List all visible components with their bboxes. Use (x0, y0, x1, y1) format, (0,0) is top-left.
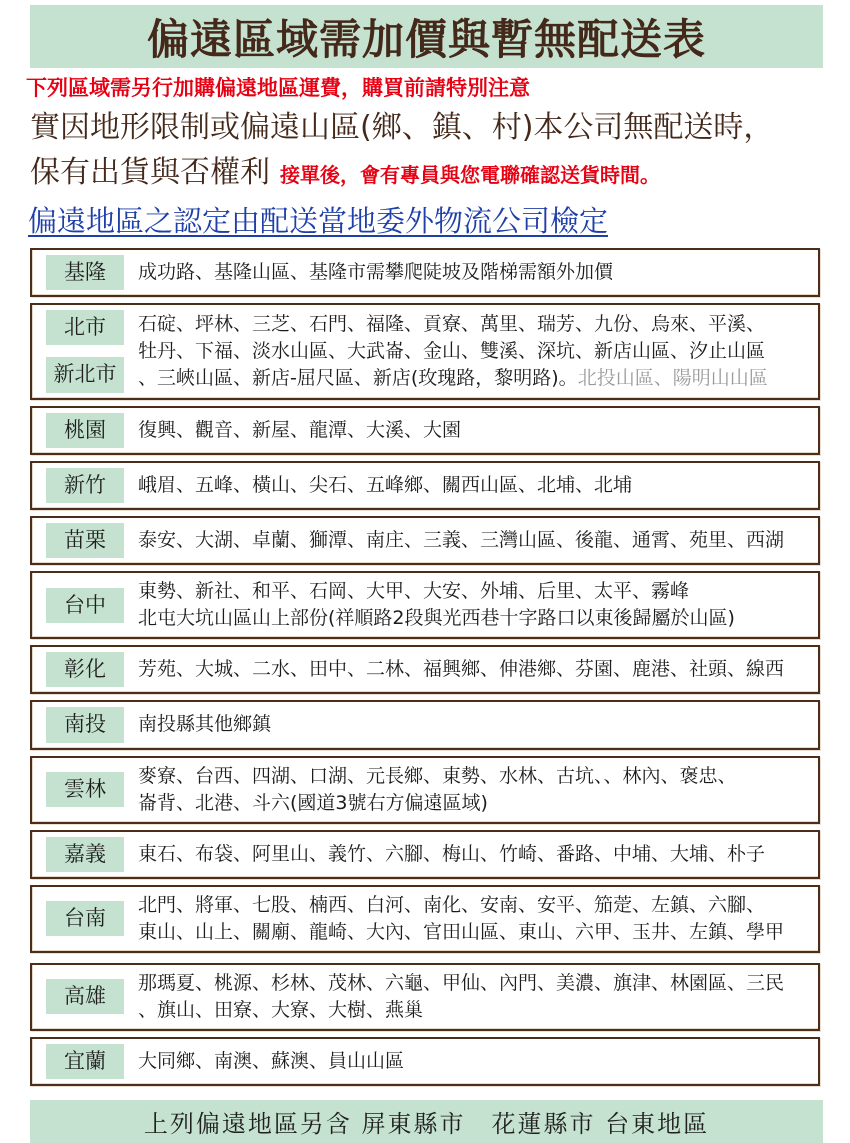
region-text: 成功路、基隆山區、基隆市需攀爬陡坡及階梯需額外加價 (138, 261, 614, 284)
row-labels (46, 588, 124, 623)
region-text: 、旗山、田寮、大寮、大樹、燕巢 (138, 998, 424, 1021)
table-row (30, 248, 820, 297)
region-text: 崙背、北港、斗六(國道3號右方偏遠區域) (138, 791, 488, 814)
row-content (138, 311, 768, 392)
table-row (30, 516, 820, 565)
row-content (138, 417, 461, 444)
row-labels (46, 523, 124, 558)
region-label: 台中 (46, 588, 124, 623)
policy-line-2-main: 保有出貨與否權利 (30, 154, 270, 190)
region-label: 嘉義 (46, 837, 124, 872)
row-content (138, 763, 737, 817)
region-text: 、三峽山區、新店-屈尺區、新店(玫瑰路，黎明路)。 (138, 366, 578, 389)
region-line (138, 656, 784, 683)
region-table (30, 248, 820, 1086)
region-text: 北門、將軍、七股、楠西、白河、南化、安南、安平、笳萣、左鎮、六腳、 (138, 893, 766, 916)
region-line (138, 892, 784, 919)
region-line (138, 1048, 404, 1075)
region-line (138, 472, 632, 499)
red-warning-text: 下列區域需另行加購偏遠地區運費，購買前請特別注意 (26, 75, 530, 100)
region-text: 南投縣其他鄉鎮 (138, 713, 272, 736)
region-text: 石碇、坪林、三芝、石門、福隆、貢寮、萬里、瑞芳、九份、烏來、平溪、 (138, 312, 766, 335)
table-row (30, 700, 820, 749)
region-line (138, 365, 768, 392)
region-line (138, 338, 768, 365)
row-content (138, 1048, 404, 1075)
region-text: 大同鄉、南澳、蘇澳、員山山區 (138, 1049, 405, 1072)
region-line (138, 763, 737, 790)
region-text: 牡丹、下福、淡水山區、大武崙、金山、雙溪、深坑、新店山區、汐止山區 (138, 339, 766, 362)
row-labels (46, 468, 124, 503)
row-content (138, 527, 784, 554)
region-label: 台南 (46, 901, 124, 936)
region-text: 峨眉、五峰、橫山、尖石、五峰鄉、關西山區、北埔、北埔 (138, 473, 633, 496)
row-content (138, 578, 735, 632)
region-line (138, 417, 461, 444)
region-text: 復興、觀音、新屋、龍潭、大溪、大園 (138, 418, 462, 441)
region-label: 高雄 (46, 979, 124, 1014)
table-row (30, 1037, 820, 1086)
region-label: 基隆 (46, 255, 124, 290)
region-line (138, 605, 735, 632)
page-title: 偏遠區域需加價與暫無配送表 (146, 14, 706, 64)
region-line (138, 790, 737, 817)
region-text: 那瑪夏、桃源、杉林、茂林、六龜、甲仙、內門、美濃、旗津、林園區、三民 (138, 971, 785, 994)
row-labels (46, 413, 124, 448)
region-label: 新北市 (46, 357, 124, 392)
region-label: 苗栗 (46, 523, 124, 558)
row-content (138, 656, 784, 683)
region-line (138, 919, 784, 946)
region-line (138, 841, 765, 868)
region-text: 東石、布袋、阿里山、義竹、六腳、梅山、竹崎、番路、中埔、大埔、朴子 (138, 842, 766, 865)
region-text-muted: 北投山區、陽明山山區 (577, 366, 768, 389)
row-content (138, 711, 271, 738)
title-banner (30, 5, 823, 68)
row-content (138, 841, 765, 868)
region-label: 宜蘭 (46, 1044, 124, 1079)
region-text: 東勢、新社、和平、石岡、大甲、大安、外埔、后里、太平、霧峰 (138, 580, 690, 603)
table-row (30, 571, 820, 639)
table-row (30, 963, 820, 1031)
row-labels (46, 652, 124, 687)
row-content (138, 970, 784, 1024)
table-row (30, 645, 820, 694)
row-labels (46, 255, 124, 290)
region-label: 雲林 (46, 772, 124, 807)
row-content (138, 892, 784, 946)
row-labels (46, 837, 124, 872)
row-labels (46, 1044, 124, 1079)
table-row (30, 461, 820, 510)
policy-line-2 (30, 153, 850, 194)
region-label: 北市 (46, 310, 124, 345)
region-text: 泰安、大湖、卓蘭、獅潭、南庄、三義、三灣山區、後龍、通霄、苑里、西湖 (138, 529, 785, 552)
region-line (138, 997, 784, 1024)
region-line (138, 527, 784, 554)
region-line (138, 578, 735, 605)
table-row (30, 885, 820, 953)
table-row (30, 756, 820, 824)
table-row (30, 303, 820, 399)
row-labels (46, 707, 124, 742)
region-text: 麥寮、台西、四湖、口湖、元長鄉、東勢、水林、古坑、、林內、褒忠、 (138, 764, 737, 787)
row-labels (46, 901, 124, 936)
region-line (138, 311, 768, 338)
policy-line-1: 實因地形限制或偏遠山區(鄉、鎮、村)本公司無配送時， (30, 110, 774, 145)
region-text: 東山、山上、關廟、龍崎、大內、官田山區、東山、六甲、玉井、左鎮、學甲 (138, 920, 785, 943)
table-row (30, 406, 820, 455)
region-line (138, 711, 271, 738)
region-label: 南投 (46, 707, 124, 742)
row-labels (46, 310, 124, 392)
region-line (138, 259, 613, 286)
row-content (138, 472, 632, 499)
policy-line-2-red-note: 接單後，會有專員與您電聯確認送貨時間。 (280, 162, 660, 187)
footer-text: 上列偏遠地區另含 屏東縣市 花蓮縣市 台東地區 (143, 1109, 710, 1138)
row-labels (46, 772, 124, 807)
row-content (138, 259, 613, 286)
footer-banner (30, 1100, 823, 1143)
region-label: 桃園 (46, 413, 124, 448)
table-row (30, 830, 820, 879)
region-label: 新竹 (46, 468, 124, 503)
row-labels (46, 979, 124, 1014)
blue-definition-line: 偏遠地區之認定由配送當地委外物流公司檢定 (28, 204, 609, 238)
region-text: 北屯大坑山區山上部份(祥順路2段與光西巷十字路口以東後歸屬於山區) (138, 607, 735, 630)
region-text: 芳苑、大城、二水、田中、二林、福興鄉、伸港鄉、芬園、鹿港、社頭、線西 (138, 658, 785, 681)
region-line (138, 970, 784, 997)
region-label: 彰化 (46, 652, 124, 687)
